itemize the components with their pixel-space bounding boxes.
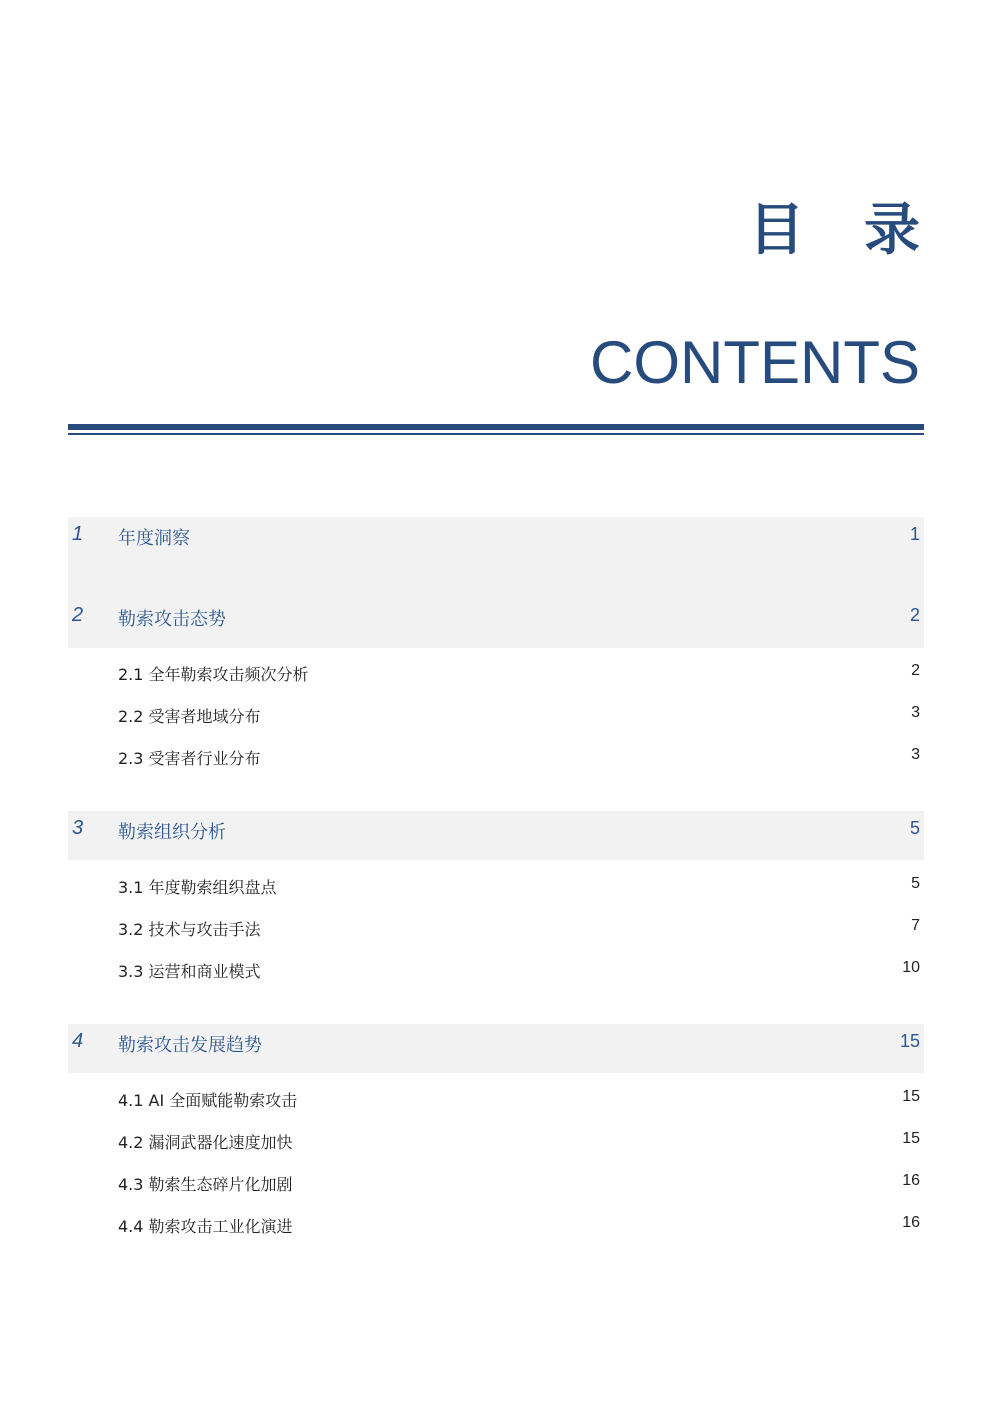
section-page-number: 15 — [902, 1088, 920, 1105]
section-page-number: 7 — [911, 917, 920, 934]
section-title: 2.3 受害者行业分布 — [118, 749, 261, 768]
section-title: 4.3 勒索生态碎片化加剧 — [118, 1175, 293, 1194]
section-page-number: 3 — [911, 704, 920, 721]
toc-section-3-2[interactable] — [68, 908, 924, 950]
section-title: 4.4 勒索攻击工业化演进 — [118, 1217, 293, 1236]
chapter-number: 4 — [72, 1030, 84, 1052]
section-title: 4.2 漏洞武器化速度加快 — [118, 1133, 293, 1152]
chapter-number: 1 — [72, 523, 84, 545]
page-title-chinese: 目 录 — [748, 198, 940, 263]
section-page-number: 2 — [911, 662, 920, 679]
section-title: 3.1 年度勒索组织盘点 — [118, 878, 277, 897]
chapter-page-number: 15 — [899, 1031, 920, 1051]
section-title: 3.2 技术与攻击手法 — [118, 920, 261, 939]
title-divider-thin — [68, 433, 924, 435]
chapter-number: 3 — [72, 817, 84, 839]
section-title: 4.1 AI 全面赋能勒索攻击 — [118, 1091, 298, 1110]
chapter-number: 2 — [72, 604, 84, 626]
chapter-title: 勒索攻击态势 — [118, 609, 226, 630]
toc-section-4-4[interactable] — [68, 1205, 924, 1247]
section-title: 2.2 受害者地域分布 — [118, 707, 261, 726]
chapter-band-1-2 — [68, 517, 924, 648]
chapter-page-number: 1 — [909, 524, 920, 544]
section-page-number: 16 — [902, 1172, 920, 1189]
toc-section-2-3[interactable] — [68, 737, 924, 779]
section-page-number: 16 — [902, 1214, 920, 1231]
toc-chapter-1[interactable] — [68, 517, 924, 557]
toc-chapter-2[interactable] — [68, 598, 924, 638]
page-title-english: CONTENTS — [590, 329, 920, 396]
chapter-band-4 — [68, 1024, 924, 1073]
section-page-number: 10 — [902, 959, 920, 976]
toc-section-2-1[interactable] — [68, 653, 924, 695]
toc-section-3-3[interactable] — [68, 950, 924, 992]
section-title: 3.3 运营和商业模式 — [118, 962, 261, 981]
section-page-number: 5 — [911, 875, 920, 892]
toc-section-2-2[interactable] — [68, 695, 924, 737]
section-page-number: 3 — [911, 746, 920, 763]
toc-section-4-2[interactable] — [68, 1121, 924, 1163]
chapter-page-number: 2 — [909, 605, 920, 625]
chapter-title: 勒索组织分析 — [118, 822, 226, 843]
title-divider-thick — [68, 424, 924, 430]
toc-chapter-3[interactable] — [68, 811, 924, 851]
table-of-contents — [68, 517, 924, 1247]
section-title: 2.1 全年勒索攻击频次分析 — [118, 665, 309, 684]
toc-section-4-1[interactable] — [68, 1079, 924, 1121]
chapter-band-3 — [68, 811, 924, 860]
chapter-title: 年度洞察 — [118, 528, 190, 549]
chapter-page-number: 5 — [909, 818, 920, 838]
toc-chapter-4[interactable] — [68, 1024, 924, 1064]
toc-section-3-1[interactable] — [68, 866, 924, 908]
chapter-title: 勒索攻击发展趋势 — [118, 1035, 262, 1056]
section-page-number: 15 — [902, 1130, 920, 1147]
toc-section-4-3[interactable] — [68, 1163, 924, 1205]
